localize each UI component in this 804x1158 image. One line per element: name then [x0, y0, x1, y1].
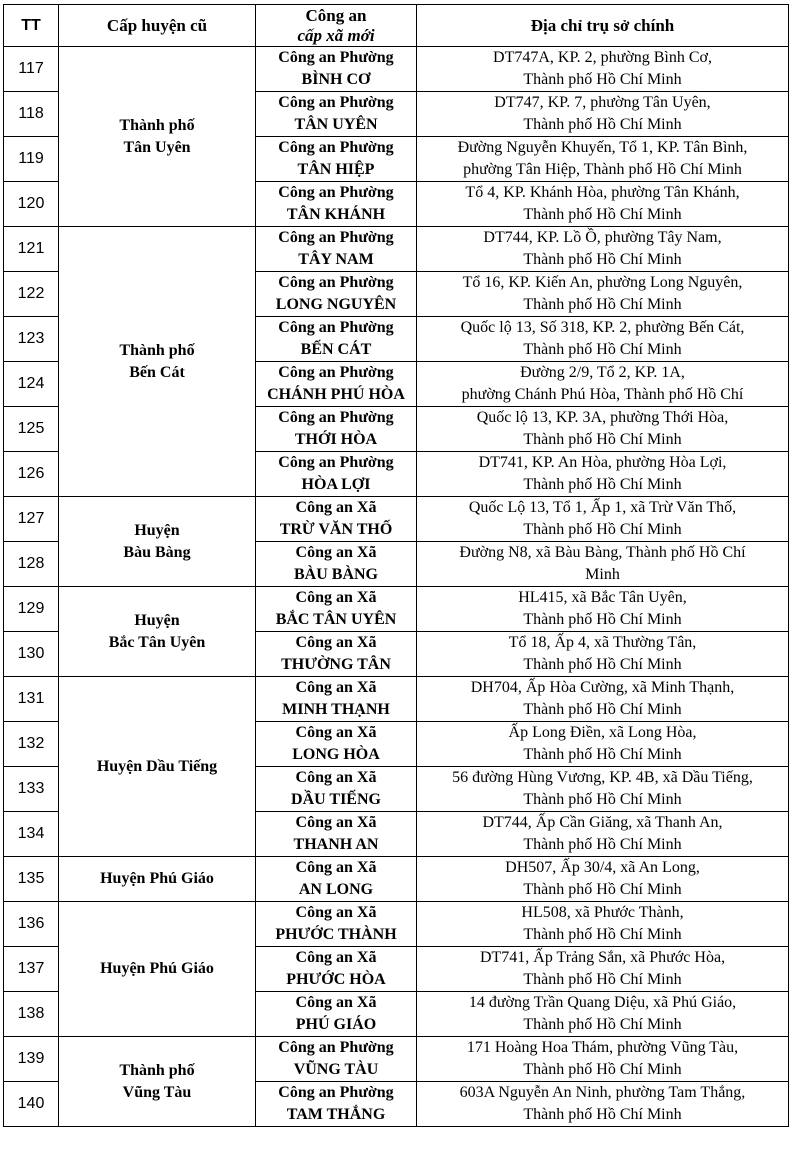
header-tt: TT [4, 5, 59, 47]
headquarters-address [417, 677, 789, 722]
new-police-unit [256, 227, 417, 272]
address-line2: Thành phố Hồ Chí Minh [523, 296, 682, 313]
police-unit-name: THỚI HÒA [294, 431, 378, 448]
address-line2: Thành phố Hồ Chí Minh [523, 341, 682, 358]
police-unit-type: Công an Xã [295, 544, 377, 561]
headquarters-address [417, 992, 789, 1037]
row-number: 119 [4, 137, 59, 182]
new-police-unit [256, 272, 417, 317]
address-line1: Tổ 4, KP. Khánh Hòa, phường Tân Khánh, [465, 184, 740, 201]
police-unit-name: LONG HÒA [292, 746, 380, 763]
address-line1: DT741, Ấp Trảng Sắn, xã Phước Hòa, [479, 949, 726, 966]
headquarters-address [417, 497, 789, 542]
new-police-unit [256, 317, 417, 362]
police-unit-name: PHƯỚC THÀNH [275, 926, 397, 943]
headquarters-address [417, 227, 789, 272]
address-line1: DH507, Ấp 30/4, xã An Long, [505, 859, 700, 876]
address-line2: Thành phố Hồ Chí Minh [523, 71, 682, 88]
row-number: 133 [4, 767, 59, 812]
new-police-unit [256, 497, 417, 542]
police-unit-type: Công an Xã [295, 814, 377, 831]
row-number: 124 [4, 362, 59, 407]
police-unit-name: TRỪ VĂN THỐ [279, 521, 393, 538]
police-unit-type: Công an Xã [295, 724, 377, 741]
new-police-unit [256, 677, 417, 722]
table-row [4, 47, 789, 92]
police-unit-name: BÀU BÀNG [293, 566, 378, 583]
table-row [4, 902, 789, 947]
address-line1: Quốc Lộ 13, Tổ 1, Ấp 1, xã Trừ Văn Thố, [468, 499, 737, 516]
address-line2: Thành phố Hồ Chí Minh [523, 1061, 682, 1078]
headquarters-address [417, 1082, 789, 1127]
address-line2: Thành phố Hồ Chí Minh [523, 881, 682, 898]
address-line2: Thành phố Hồ Chí Minh [523, 431, 682, 448]
police-unit-name: BẮC TÂN UYÊN [275, 611, 397, 628]
address-line1: 14 đường Trần Quang Diệu, xã Phú Giáo, [468, 994, 737, 1011]
row-number: 136 [4, 902, 59, 947]
row-number: 120 [4, 182, 59, 227]
police-unit-type: Công an Xã [295, 949, 377, 966]
police-unit-name: DẦU TIẾNG [291, 791, 381, 808]
row-number: 118 [4, 92, 59, 137]
old-district-line2: Bến Cát [129, 363, 185, 381]
headquarters-address [417, 317, 789, 362]
new-police-unit [256, 992, 417, 1037]
police-unit-type: Công an Xã [295, 904, 377, 921]
new-police-unit [256, 632, 417, 677]
headquarters-address [417, 947, 789, 992]
address-line1: DT744, KP. Lồ Ồ, phường Tây Nam, [483, 229, 722, 246]
row-number: 138 [4, 992, 59, 1037]
address-line2: Thành phố Hồ Chí Minh [523, 836, 682, 853]
row-number: 135 [4, 857, 59, 902]
headquarters-address [417, 137, 789, 182]
address-line2: Thành phố Hồ Chí Minh [523, 1016, 682, 1033]
address-line1: 56 đường Hùng Vương, KP. 4B, xã Dầu Tiếng, [452, 769, 753, 786]
police-unit-name: PHƯỚC HÒA [286, 971, 386, 988]
police-unit-name: CHÁNH PHÚ HÒA [267, 386, 405, 403]
address-line1: Quốc lộ 13, KP. 3A, phường Thới Hòa, [476, 409, 729, 426]
police-unit-name: TÂN KHÁNH [286, 206, 386, 223]
headquarters-address [417, 857, 789, 902]
row-number: 140 [4, 1082, 59, 1127]
address-line1: Ấp Long Điền, xã Long Hòa, [508, 724, 697, 741]
address-line2: Thành phố Hồ Chí Minh [523, 206, 682, 223]
headquarters-address [417, 47, 789, 92]
headquarters-address [417, 542, 789, 587]
headquarters-address [417, 407, 789, 452]
police-unit-type: Công an Xã [295, 679, 377, 696]
new-police-unit [256, 587, 417, 632]
police-unit-name: VŨNG TÀU [293, 1061, 379, 1078]
police-unit-type: Công an Xã [295, 589, 377, 606]
new-police-unit [256, 362, 417, 407]
police-unit-name: TÂN HIỆP [297, 161, 375, 178]
row-number: 137 [4, 947, 59, 992]
headquarters-address [417, 92, 789, 137]
old-district-cell [59, 902, 256, 1037]
police-unit-type: Công an Phường [278, 1039, 394, 1056]
old-district-cell [59, 857, 256, 902]
new-police-unit [256, 407, 417, 452]
old-district-line1: Huyện Phú Giáo [100, 870, 214, 887]
new-police-unit [256, 137, 417, 182]
address-line1: Đường Nguyễn Khuyến, Tổ 1, KP. Tân Bình, [457, 139, 748, 156]
old-district-line2: Bắc Tân Uyên [108, 633, 206, 651]
new-police-unit [256, 1082, 417, 1127]
new-police-unit [256, 947, 417, 992]
old-district-cell [59, 1037, 256, 1127]
police-unit-type: Công an Phường [278, 364, 394, 381]
header-ward-line2: cấp xã mới [297, 25, 375, 45]
police-unit-type: Công an Phường [278, 229, 394, 246]
row-number: 129 [4, 587, 59, 632]
address-line1: Tổ 18, Ấp 4, xã Thường Tân, [508, 634, 697, 651]
table-row [4, 227, 789, 272]
address-line2: Thành phố Hồ Chí Minh [523, 521, 682, 538]
address-line1: DT741, KP. An Hòa, phường Hòa Lợi, [478, 454, 727, 471]
row-number: 139 [4, 1037, 59, 1082]
header-ward-line1: Công an [305, 5, 367, 25]
address-line1: DT744, Ấp Cần Giăng, xã Thanh An, [482, 814, 723, 831]
new-police-unit [256, 47, 417, 92]
address-line2: Thành phố Hồ Chí Minh [523, 1106, 682, 1123]
police-unit-type: Công an Phường [278, 409, 394, 426]
old-district-line2: Tân Uyên [123, 138, 191, 156]
row-number: 123 [4, 317, 59, 362]
police-unit-type: Công an Phường [278, 1084, 394, 1101]
table-row [4, 587, 789, 632]
old-district-cell [59, 587, 256, 677]
new-police-unit [256, 857, 417, 902]
old-district-line1: Huyện [134, 521, 180, 539]
police-unit-type: Công an Phường [278, 94, 394, 111]
new-police-unit [256, 542, 417, 587]
police-unit-type: Công an Xã [295, 769, 377, 786]
police-unit-name: HÒA LỢI [301, 476, 371, 493]
address-line2: phường Chánh Phú Hòa, Thành phố Hồ Chí [461, 386, 744, 403]
headquarters-address [417, 902, 789, 947]
address-line2: Thành phố Hồ Chí Minh [523, 701, 682, 718]
row-number: 126 [4, 452, 59, 497]
address-line2: Thành phố Hồ Chí Minh [523, 926, 682, 943]
address-line1: DT747, KP. 7, phường Tân Uyên, [494, 94, 711, 111]
address-line2: Thành phố Hồ Chí Minh [523, 476, 682, 493]
police-address-table [3, 4, 789, 1127]
new-police-unit [256, 767, 417, 812]
old-district-line1: Thành phố [119, 1061, 195, 1079]
row-number: 127 [4, 497, 59, 542]
headquarters-address [417, 362, 789, 407]
address-line1: Tổ 16, KP. Kiến An, phường Long Nguyên, [462, 274, 743, 291]
row-number: 121 [4, 227, 59, 272]
row-number: 117 [4, 47, 59, 92]
row-number: 130 [4, 632, 59, 677]
old-district-line1: Huyện Phú Giáo [100, 960, 214, 977]
police-unit-name: TAM THẮNG [286, 1106, 386, 1123]
police-unit-type: Công an Phường [278, 139, 394, 156]
address-line1: DH704, Ấp Hòa Cường, xã Minh Thạnh, [470, 679, 735, 696]
old-district-line2: Bàu Bàng [123, 543, 191, 561]
police-unit-name: LONG NGUYÊN [275, 296, 397, 313]
new-police-unit [256, 92, 417, 137]
headquarters-address [417, 632, 789, 677]
old-district-cell [59, 227, 256, 497]
address-line2: Thành phố Hồ Chí Minh [523, 746, 682, 763]
address-line2: Thành phố Hồ Chí Minh [523, 116, 682, 133]
table-row [4, 1037, 789, 1082]
old-district-line1: Thành phố [119, 116, 195, 134]
address-line1: Quốc lộ 13, Số 318, KP. 2, phường Bến Cát, [460, 319, 745, 336]
new-police-unit [256, 722, 417, 767]
headquarters-address [417, 587, 789, 632]
old-district-cell [59, 497, 256, 587]
address-line1: DT747A, KP. 2, phường Bình Cơ, [493, 49, 712, 66]
address-line1: Đường N8, xã Bàu Bàng, Thành phố Hồ Chí [459, 544, 746, 561]
police-unit-name: TÂN UYÊN [294, 116, 378, 133]
police-unit-type: Công an Phường [278, 319, 394, 336]
old-district-line2: Vũng Tàu [122, 1083, 192, 1101]
new-police-unit [256, 812, 417, 857]
header-row [4, 5, 789, 47]
police-unit-name: THƯỜNG TÂN [281, 656, 391, 673]
police-unit-type: Công an Phường [278, 274, 394, 291]
header-district: Cấp huyện cũ [59, 5, 256, 47]
police-unit-type: Công an Phường [278, 454, 394, 471]
table-row [4, 857, 789, 902]
police-unit-type: Công an Phường [278, 184, 394, 201]
police-unit-name: MINH THẠNH [282, 701, 390, 718]
row-number: 125 [4, 407, 59, 452]
new-police-unit [256, 902, 417, 947]
table-body [4, 47, 789, 1127]
row-number: 128 [4, 542, 59, 587]
old-district-line1: Huyện Dầu Tiếng [96, 757, 218, 775]
old-district-cell [59, 47, 256, 227]
new-police-unit [256, 452, 417, 497]
police-unit-type: Công an Xã [295, 634, 377, 651]
police-unit-type: Công an Xã [295, 499, 377, 516]
new-police-unit [256, 1037, 417, 1082]
address-line1: HL508, xã Phước Thành, [521, 904, 684, 921]
row-number: 134 [4, 812, 59, 857]
header-ward [256, 5, 417, 47]
address-line1: 171 Hoàng Hoa Thám, phường Vũng Tàu, [466, 1039, 739, 1056]
police-unit-type: Công an Xã [295, 859, 377, 876]
police-unit-type: Công an Phường [278, 49, 394, 66]
headquarters-address [417, 272, 789, 317]
old-district-line1: Huyện [134, 611, 180, 629]
headquarters-address [417, 812, 789, 857]
police-unit-name: BẾN CÁT [300, 341, 372, 358]
police-unit-type: Công an Xã [295, 994, 377, 1011]
address-line2: Thành phố Hồ Chí Minh [523, 971, 682, 988]
address-line1: HL415, xã Bắc Tân Uyên, [518, 589, 687, 606]
headquarters-address [417, 722, 789, 767]
new-police-unit [256, 182, 417, 227]
police-unit-name: THANH AN [293, 836, 379, 853]
row-number: 132 [4, 722, 59, 767]
address-line2: phường Tân Hiệp, Thành phố Hồ Chí Minh [463, 161, 742, 178]
headquarters-address [417, 1037, 789, 1082]
address-line1: Đường 2/9, Tổ 2, KP. 1A, [520, 364, 685, 381]
header-address: Địa chỉ trụ sở chính [417, 5, 789, 47]
address-line2: Thành phố Hồ Chí Minh [523, 611, 682, 628]
old-district-cell [59, 677, 256, 857]
row-number: 131 [4, 677, 59, 722]
police-unit-name: AN LONG [298, 881, 374, 898]
address-line2: Minh [585, 566, 620, 583]
old-district-line1: Thành phố [119, 341, 195, 359]
table-row [4, 497, 789, 542]
row-number: 122 [4, 272, 59, 317]
address-line2: Thành phố Hồ Chí Minh [523, 251, 682, 268]
address-line2: Thành phố Hồ Chí Minh [523, 791, 682, 808]
address-line2: Thành phố Hồ Chí Minh [523, 656, 682, 673]
headquarters-address [417, 182, 789, 227]
address-line1: 603A Nguyễn An Ninh, phường Tam Thắng, [459, 1084, 746, 1101]
police-unit-name: BÌNH CƠ [301, 71, 371, 88]
police-unit-name: PHÚ GIÁO [295, 1016, 377, 1033]
headquarters-address [417, 452, 789, 497]
headquarters-address [417, 767, 789, 812]
table-row [4, 677, 789, 722]
police-unit-name: TÂY NAM [298, 251, 374, 268]
